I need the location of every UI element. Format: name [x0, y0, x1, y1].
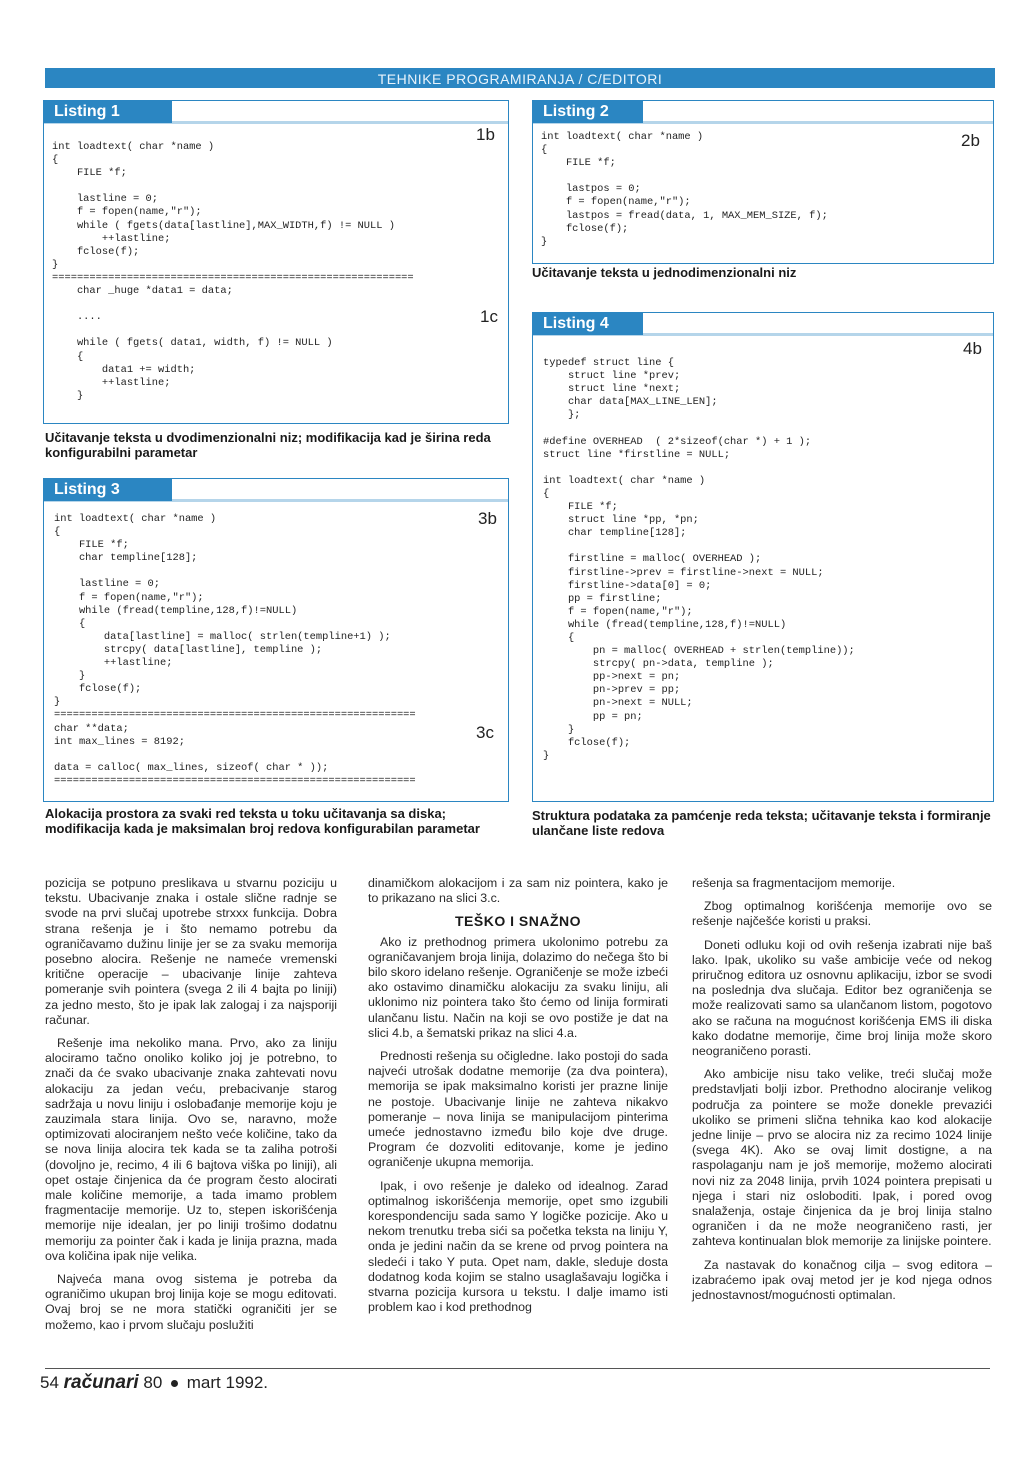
section-title: TEHNIKE PROGRAMIRANJA / C/EDITORI [377, 71, 663, 87]
figure-label-3c: 3c [476, 723, 494, 742]
paragraph: Ako iz prethodnog primera ukolonimo potrebu za ograničavanjem broja linija, dolazimo do nečega što bi bilo skoro idelano rešenje. Ograničenje se može izbeći ako ostavimo dinamičku alokaciju za svaku liniju, ali uklonimo niz pointera tako što ćemo od linija formirati ulančanu listu. Način na koji se ovo postiže je dat na slici 4.b, a šematski prikaz na slici 4.a. [368, 934, 668, 1040]
paragraph: Najveća mana ovog sistema je potreba da ograničimo ukupan broj linija koje se mogu editovati. Ovaj broj se ne mora statički ograničiti jer se možemo, kao i prvom slučaju poslužiti [45, 1272, 337, 1332]
listing-4-title: Listing 4 [533, 313, 643, 335]
issue-number: 80 [143, 1373, 163, 1392]
bullet-icon [171, 1380, 178, 1387]
page-number: 54 [40, 1373, 59, 1392]
figure-label-1c: 1c [480, 307, 498, 326]
section-heading: TEŠKO I SNAŽNO [454, 913, 581, 930]
figure-label-1b: 1b [476, 125, 495, 144]
listing-2-title: Listing 2 [533, 101, 643, 123]
text-column-2 [368, 876, 668, 1323]
listing-3-title: Listing 3 [44, 479, 172, 501]
figure-label-3b: 3b [478, 509, 497, 528]
listing-4-code: typedef struct line { struct line *prev; struct line *next; char data[MAX_LINE_LEN]; }; #define OVERHEAD ( 2*sizeof(char *) + 1 ); struct line *firstline = NULL; int loadtext( char *name ) { FILE *f; struct line *pp, *pn; char templine[128]; firstline = malloc( OVERHEAD ); firstline->prev = firstline->next = NULL; firstline->data[0] = 0; pp = firstline; f = fopen(name,"r"); while (fread(templine,128,f)!=NULL) { pn = malloc( OVERHEAD + strlen(templine)); strcpy( pn->data, templine ); pp->next = pn; pn->prev = pp; pn->next = NULL; pp = pn; } fclose(f); } [543, 357, 855, 762]
paragraph: Doneti odluku koji od ovih rešenja izabrati nije baš lako. Ipak, ukoliko su vaše ambicije veće od nekog priručnog editora uz osnovnu aplikaciju, izbor se svodi na poslednja dva slučaja. Editor bez ograničenja se može realizovati samo sa ulančanom listom, pogotovo ako se računa na mogućnost korišćenja EMS ili diska kako dodatne memorije, čime broj linija može skoro neograničeno porasti. [692, 937, 992, 1059]
text-column-1 [45, 876, 337, 1341]
magazine-name: računari [63, 1372, 139, 1393]
paragraph: rešenja sa fragmentacijom memorije. [692, 876, 896, 890]
paragraph: Zbog optimalnog korišćenja memorije ovo se rešenje najčešće koristi u praksi. [692, 899, 992, 929]
paragraph: pozicija se potpuno preslikava u stvarnu poziciju u tekstu. Ubacivanje znaka i ostale slične radnje se svode na prvi slučaj upotrebe strxxx funkcija. Dobra strana rešenja je i što nemamo potrebu da ograničavamo dužinu linije jer se za svaku memorija posebno alocira. Rešenje ne nameće vremenski kritične operacije – ubacivanje linije zahteva pomeranje svih pointera (svega 2 ili 4 bajta po liniji) za jedno mesto, što je ipak lak zalogaj i za najsporiji računar. [45, 876, 337, 1027]
footer-rule [45, 1368, 990, 1369]
listing-3-caption: Alokacija prostora za svaki red teksta u toku učitavanja sa diska; modifikacija kada je maksimalan broj redova konfigurabilan parametar [45, 806, 480, 836]
listing-2 [532, 100, 994, 264]
paragraph: Ipak, i ovo rešenje je daleko od idealnog. Zarad optimalnog iskorišćenja memorije, opet smo izgubili korespondenciju sada samo Y logičke pozicije. Ako u nekom trenutku treba sići sa početka teksta na liniju Y, onda je jedini način da se krene od prvog pointera na sledeći i tako Y puta. Opet nam, dakle, sleduje dosta dodatnog koda kojim se stalno usaglašavaju logička i stvarna pozicija kursora u tekstu. I dalje imamo isti problem kao i kod prethodnog [368, 1178, 668, 1315]
listing-2-caption: Učitavanje teksta u jednodimenzionalni niz [532, 265, 797, 280]
paragraph: Za nastavak do konačnog cilja – svog editora – izabraćemo ipak ovaj metod jer je kod njega odnos jednostavnost/mogućnosti optimalan. [692, 1257, 992, 1303]
listing-1-title: Listing 1 [44, 101, 172, 123]
listing-2-code: int loadtext( char *name ) { FILE *f; lastpos = 0; f = fopen(name,"r"); lastpos = fread(data, 1, MAX_MEM_SIZE, f); fclose(f); } [541, 131, 828, 248]
listing-3 [43, 478, 509, 802]
listing-4-caption: Struktura podataka za pamćenje reda teksta; učitavanje teksta i formiranje ulančane liste redova [532, 808, 991, 838]
listing-1-caption: Učitavanje teksta u dvodimenzionalni niz; modifikacija kad je širina reda konfigurabilni parametar [45, 430, 491, 460]
paragraph: dinamičkom alokacijom i za sam niz pointera, kako je to prikazano na slici 3.c. [368, 876, 668, 906]
paragraph: Ako ambicije nisu tako velike, treći slučaj može predstavljati bolji izbor. Prethodno alociranje velikog područja za pointere se može donekle prevazići ukoliko se primeni slična tehnika kao kod alokacije jedne linije – prvo se alocira niz za recimo 1024 linije (svega 4K). Ako se ovaj limit dostigne, a na raspolaganju nam je još memorije, možemo alocirati novi niz za 2048 linija, prvih 1024 pointera prepisati u njega i stari niz osloboditi. Ipak, i pored ovog snalaženja, ostaje činjenica da je broj linija stalno ograničen i da ne može neograničeno rasti, jer zahteva kontinualan blok memorije za linijske pointere. [692, 1067, 992, 1249]
figure-label-2b: 2b [961, 131, 980, 150]
listing-3-code: int loadtext( char *name ) { FILE *f; char templine[128]; lastline = 0; f = fopen(name,"r"); while (fread(templine,128,f)!=NULL) { data[lastline] = malloc( strlen(templine+1) ); strcpy( data[lastline], templine ); ++lastline; } fclose(f); } ========================================================== char **data; int max_lines = 8192; data = calloc( max_lines, sizeof( char * )); ========================================================== [54, 513, 416, 787]
listing-1-code: int loadtext( char *name ) { FILE *f; lastline = 0; f = fopen(name,"r"); while ( fgets(data[lastline],MAX_WIDTH,f) != NULL ) ++lastline; fclose(f); } ========================================================== char _huge *data1 = data; .... while ( fgets( data1, width, f) != NULL ) { data1 += width; ++lastline; } [52, 141, 414, 402]
listing-1 [43, 100, 509, 424]
issue-date: mart 1992. [186, 1373, 269, 1392]
paragraph: Rešenje ima nekoliko mana. Prvo, ako za liniju alociramo tačno onoliko koliko joj je potrebno, to znači da će svako ubacivanje znaka zahtevati novu alokaciju za jedan veću, prebacivanje starog sadržaja u novu liniju i oslobađanje memorije koju je zauzimala stara linija. Ovo se, naravno, može optimizovati alociranjem nešto veće količine, tako da se nova linija alocira tek kada se ta zaliha potroši (dovoljno je, recimo, 4 ili 6 bajtova viška po liniji), ali opet ostaje činjenica da će program često alocirati male količine memorije, a tada imamo problem fragmentacije memorije. Uz to, stepen iskorišćenja memorije nije idealan, jer po liniji trošimo dodatnu memoriju za pointer čak i kada je linija prazna, mada ova količina ipak nije velika. [45, 1036, 337, 1263]
figure-label-4b: 4b [963, 339, 982, 358]
page-footer [40, 1372, 268, 1394]
listing-4 [532, 312, 994, 802]
text-column-3 [692, 876, 992, 1311]
paragraph: Prednosti rešenja su očigledne. Iako postoji do sada najveći utrošak dodatne memorije (za dva pointera), memorija se ipak maksimalno koristi jer prazne linije ne postoje. Ubacivanje linije ne zahteva nikakvo pomeranje – nova linija se manipulacijom pinterima umeće jednostavno između bilo koje dve druge. Program će dozvoliti editovanje, kome je jedino ograničenje ukupna memorija. [368, 1049, 668, 1170]
section-header [45, 68, 995, 88]
